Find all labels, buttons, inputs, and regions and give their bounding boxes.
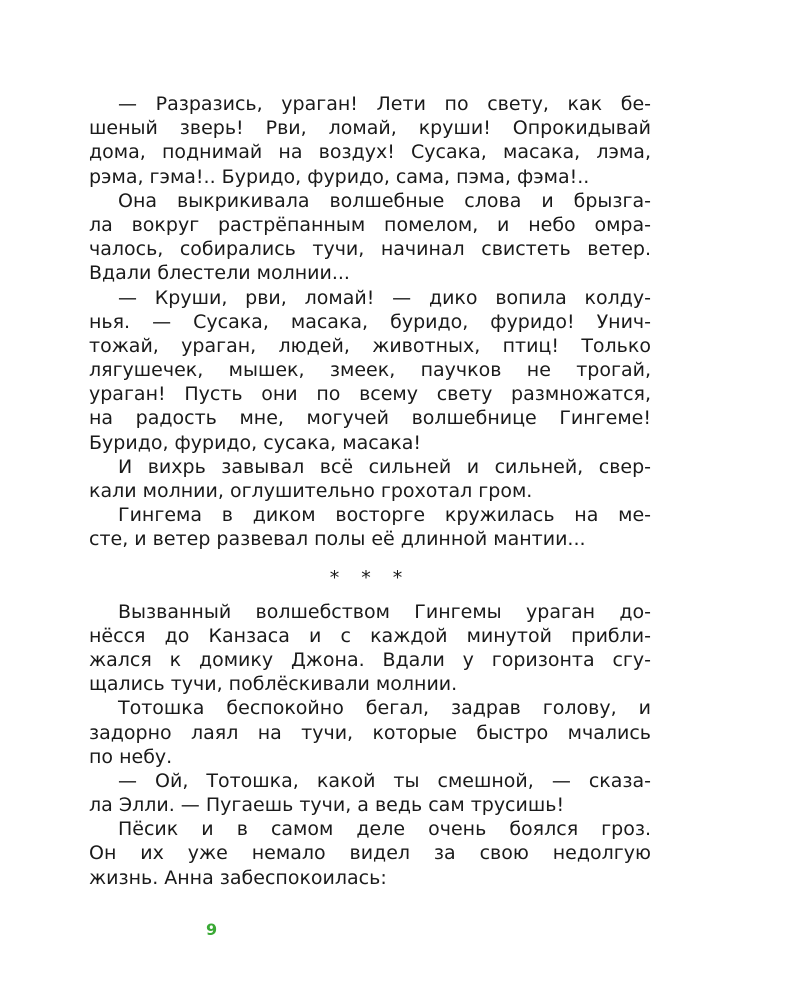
text-line: Вдали блестели молнии... (89, 262, 350, 285)
text-line: сте, и ветер развевал полы её длинной мантии... (89, 528, 586, 551)
text-line: нёсся до Канзаса и с каждой минутой прибли- (89, 624, 651, 647)
text-line: на радость мне, могучей волшебнице Гингеме! (89, 407, 651, 430)
text-line: — Круши, рви, ломай! — дико вопила колду- (118, 286, 651, 309)
text-line: Гингема в диком восторге кружилась на ме- (118, 504, 651, 527)
text-line: жался к домику Джона. Вдали у горизонта сгу- (89, 648, 651, 671)
text-section-2 (89, 600, 651, 890)
text-line: рэма, гэма!.. Буридо, фуридо, сама, пэма, фэма!.. (89, 165, 590, 188)
text-line: чалось, собирались тучи, начинал свистеть ветер. (89, 238, 651, 261)
text-line: Буридо, фуридо, сусака, масака! (89, 431, 422, 454)
text-line: — Ой, Тотошка, какой ты смешной, — сказа- (118, 769, 651, 792)
text-line: по небу. (89, 745, 173, 768)
book-text (89, 92, 651, 890)
text-line: щались тучи, поблёскивали молнии. (89, 673, 458, 696)
text-section-1 (89, 92, 651, 552)
text-line: И вихрь завывал всё сильней и сильней, свер- (118, 455, 651, 478)
text-line: Пёсик и в самом деле очень боялся гроз. (118, 818, 651, 841)
text-line: дома, поднимай на воздух! Сусака, масака, лэма, (89, 141, 651, 164)
text-line: Вызванный волшебством Гингемы ураган до- (118, 600, 651, 623)
text-line: Тотошка беспокойно бегал, задрав голову, и (118, 697, 651, 720)
section-separator: * * * (329, 566, 411, 589)
text-line: — Разразись, ураган! Лети по свету, как бе- (118, 93, 651, 115)
text-line: тожай, ураган, людей, животных, птиц! Только (89, 334, 651, 357)
text-line: лягушечек, мышек, змеек, паучков не трогай, (89, 359, 651, 382)
page-number: 9 (206, 920, 218, 939)
text-line: задорно лаял на тучи, которые быстро мчались (89, 721, 651, 744)
text-line: ла Элли. — Пугаешь тучи, а ведь сам трусишь! (89, 794, 565, 817)
text-line: ла вокруг растрёпанным помелом, и небо омра- (89, 213, 651, 236)
text-line: шеный зверь! Рви, ломай, круши! Опрокидывай (89, 117, 651, 140)
text-line: Он их уже немало видел за свою недолгую (89, 842, 651, 865)
text-line: Она выкрикивала волшебные слова и брызга- (118, 189, 651, 212)
text-line: кали молнии, оглушительно грохотал гром. (89, 480, 533, 502)
text-line: ураган! Пусть они по всему свету размножатся, (89, 383, 651, 406)
text-line: нья. — Сусака, масака, буридо, фуридо! Унич- (89, 310, 651, 333)
text-line: жизнь. Анна забеспокоилась: (89, 866, 387, 889)
